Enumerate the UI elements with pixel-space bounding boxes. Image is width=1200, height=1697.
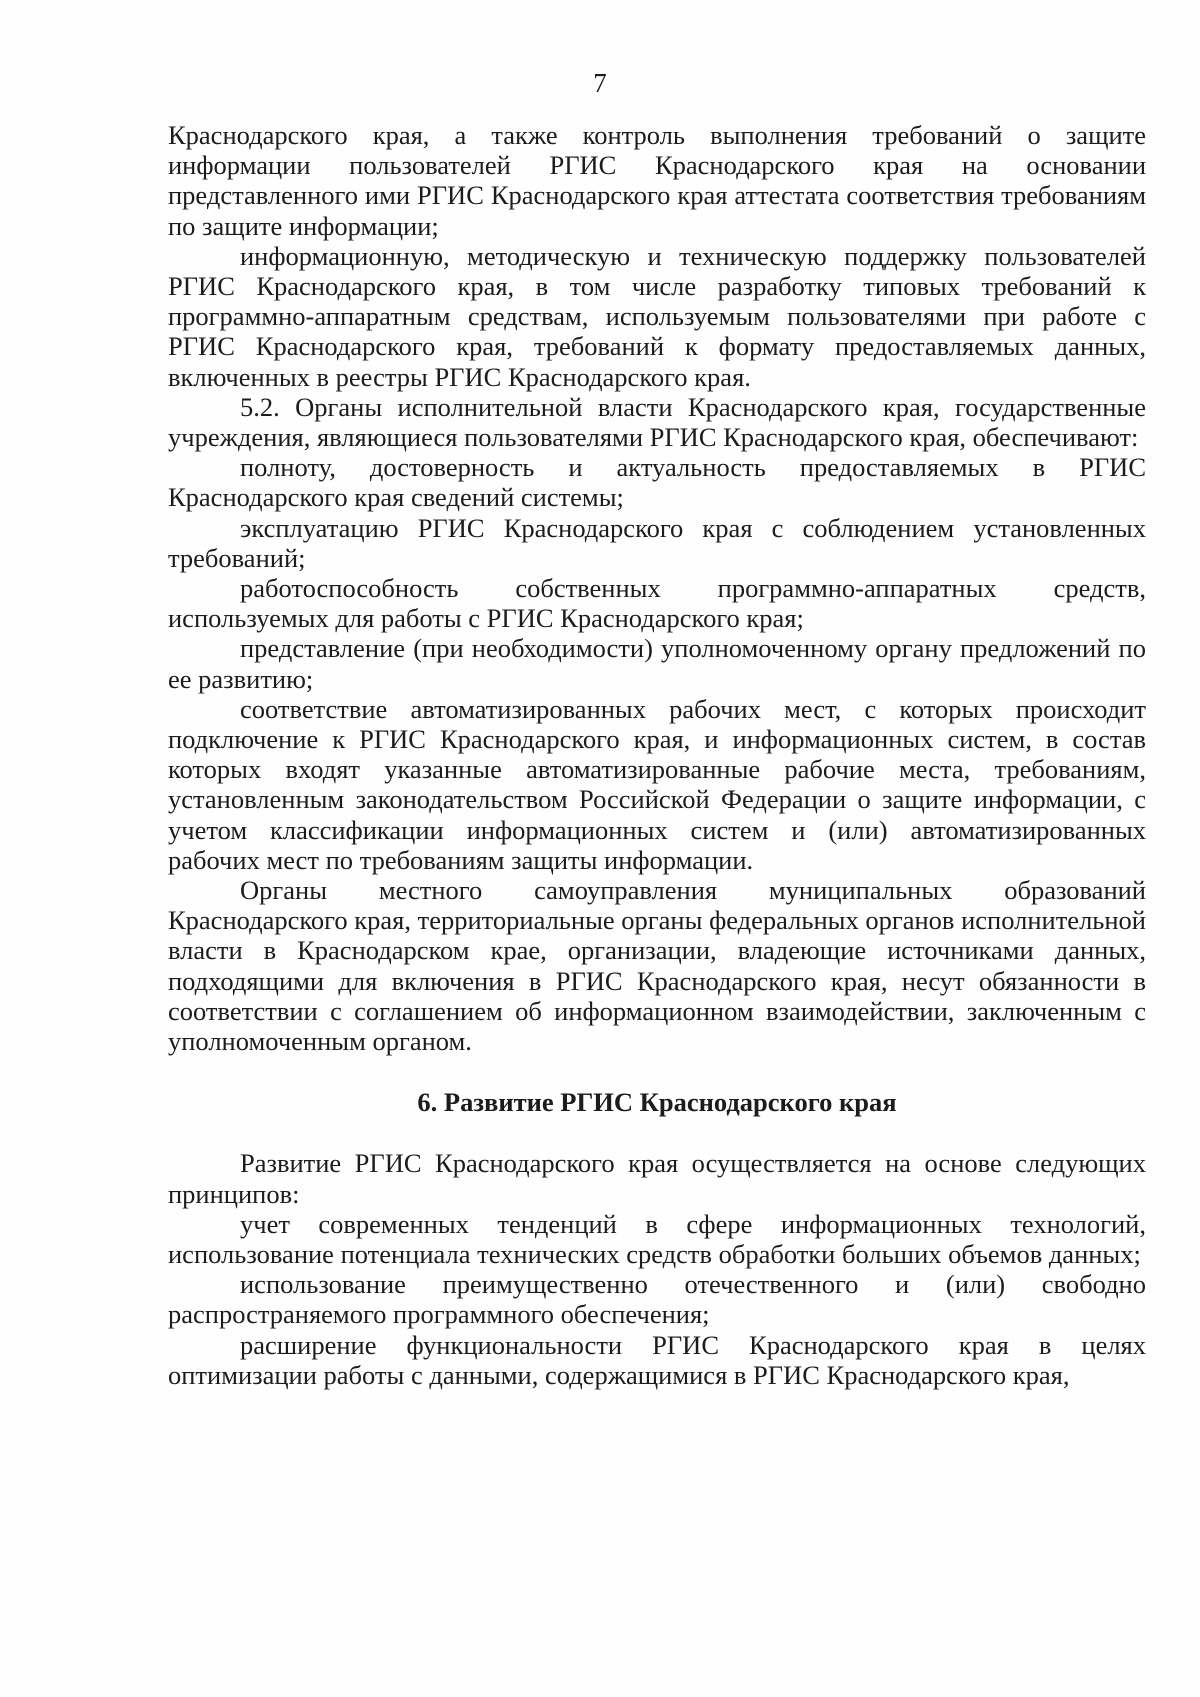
section-heading: 6. Развитие РГИС Краснодарского края <box>417 1087 897 1118</box>
list-item: эксплуатацию РГИС Краснодарского края с соблюдением установленных требований; <box>168 512 1146 573</box>
paragraph: Органы местного самоуправления муниципальных образований Краснодарского края, территориальные органы федеральных органов исполнительной власти в Краснодарском крае, организации, владеющие источниками данных, подходящими для включения в РГИС Краснодарского края, несут обязанности в соответствии с соглашением об информационном взаимодействии, заключенным с уполномоченным органом. <box>168 875 1146 1057</box>
page-number: 7 <box>593 68 607 98</box>
list-item: учет современных тенденций в сфере информационных технологий, использование потенциала технических средств обработки больших объемов данных; <box>168 1208 1146 1269</box>
list-item: представление (при необходимости) уполномоченному органу предложений по ее развитию; <box>168 633 1146 694</box>
list-item: использование преимущественно отечественного и (или) свободно распространяемого программного обеспечения; <box>168 1269 1146 1330</box>
document-body <box>168 120 1146 1390</box>
list-item: соответствие автоматизированных рабочих мест, с которых происходит подключение к РГИС Краснодарского края, и информационных систем, в состав которых входят указанные автоматизированные рабочие места, требованиям, установленным законодательством Российской Федерации о защите информации, с учетом классификации информационных систем и (или) автоматизированных рабочих мест по требованиям защиты информации. <box>168 693 1146 875</box>
list-item: полноту, достоверность и актуальность предоставляемых в РГИС Краснодарского края сведений системы; <box>168 452 1146 513</box>
paragraph: информационную, методическую и техническую поддержку пользователей РГИС Краснодарского края, в том числе разработку типовых требований к программно-аппаратным средствам, используемым пользователями при работе с РГИС Краснодарского края, требований к формату предоставляемых данных, включенных в реестры РГИС Краснодарского края. <box>168 240 1146 392</box>
list-item: работоспособность собственных программно-аппаратных средств, используемых для работы с РГИС Краснодарского края; <box>168 573 1146 634</box>
list-item: расширение функциональности РГИС Краснодарского края в целях оптимизации работы с данными, содержащимися в РГИС Краснодарского края, <box>168 1329 1146 1390</box>
clause-5-2: 5.2. Органы исполнительной власти Краснодарского края, государственные учреждения, являющиеся пользователями РГИС Краснодарского края, обеспечивают: <box>168 391 1146 453</box>
paragraph: Краснодарского края, а также контроль выполнения требований о защите информации пользователей РГИС Краснодарского края на основании представленного ими РГИС Краснодарского края аттестата соответствия требованиям по защите информации; <box>168 120 1146 241</box>
paragraph: Развитие РГИС Краснодарского края осуществляется на основе следующих принципов: <box>168 1148 1146 1209</box>
